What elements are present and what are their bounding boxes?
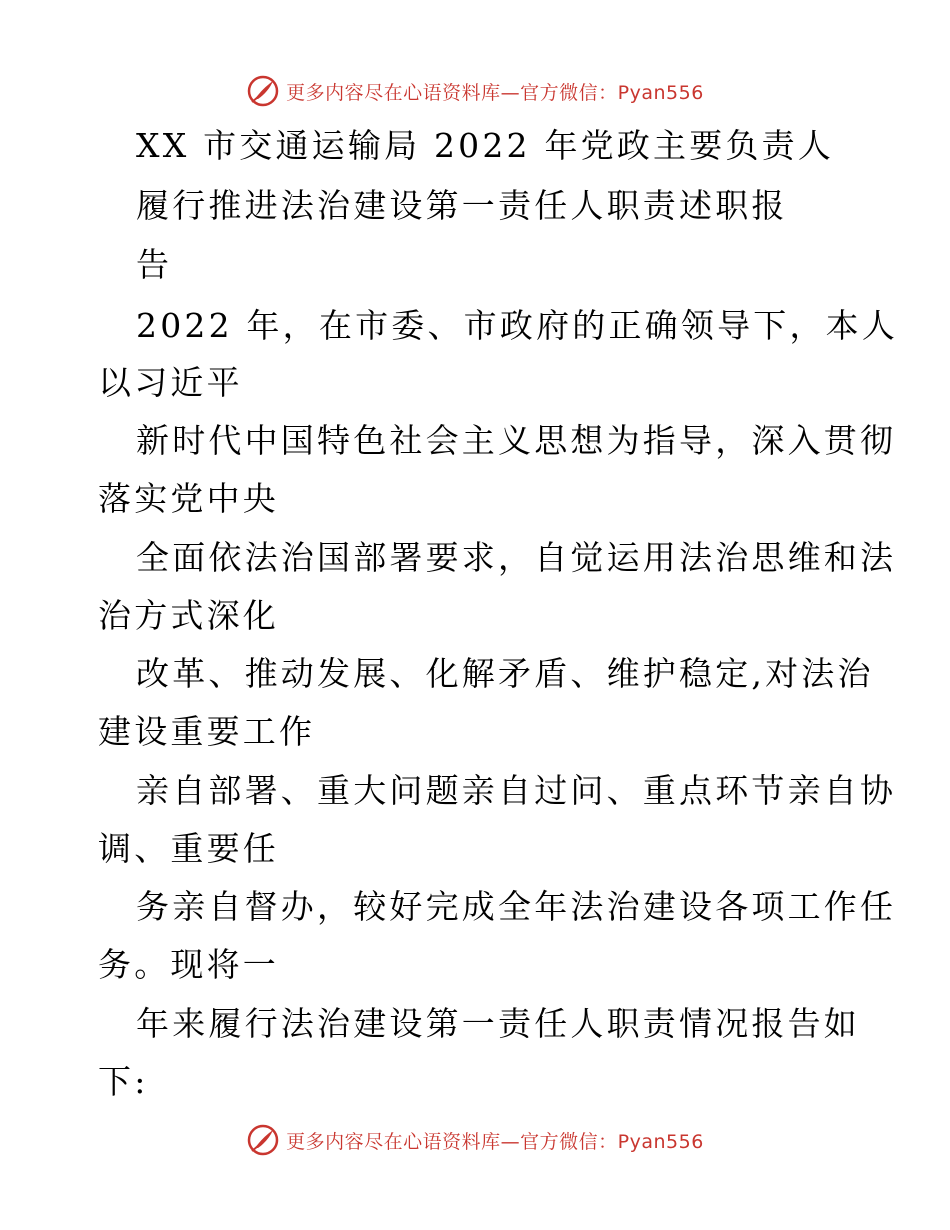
- paragraph-line: 治方式深化: [98, 596, 279, 635]
- title-line-1: XX 市交通运输局 2022 年党政主要负责人: [136, 126, 835, 165]
- paragraph-line: 年来履行法治建设第一责任人职责情况报告如: [136, 1004, 860, 1043]
- paragraph-line: 以习近平: [98, 363, 243, 402]
- watermark-text: 更多内容尽在心语资料库—官方微信：Pyan556: [286, 1130, 704, 1153]
- paragraph-line: 落实党中央: [98, 479, 279, 518]
- title-line-3: 告: [136, 245, 173, 284]
- paragraph-line: 2022 年，在市委、市政府的正确领导下，本人: [136, 306, 899, 345]
- paragraph-line: 全面依法治国部署要求，自觉运用法治思维和法: [136, 538, 897, 577]
- watermark-banner-bottom: [0, 1120, 950, 1160]
- paragraph-line: 务亲自督办，较好完成全年法治建设各项工作任: [136, 887, 897, 926]
- title-line-2: 履行推进法治建设第一责任人职责述职报: [136, 186, 788, 225]
- paragraph-line: 下:: [98, 1062, 149, 1101]
- paragraph-line: 改革、推动发展、化解矛盾、维护稳定,对法治: [136, 654, 874, 693]
- paragraph-line: 新时代中国特色社会主义思想为指导，深入贯彻: [136, 421, 897, 460]
- paragraph-line: 建设重要工作: [98, 712, 316, 751]
- watermark-text: 更多内容尽在心语资料库—官方微信：Pyan556: [286, 81, 704, 104]
- feather-pen-logo-icon: [246, 1123, 280, 1157]
- paragraph-line: 亲自部署、重大问题亲自过问、重点环节亲自协: [136, 771, 897, 810]
- paragraph-line: 务。现将一: [98, 945, 279, 984]
- paragraph-line: 调、重要任: [98, 829, 279, 868]
